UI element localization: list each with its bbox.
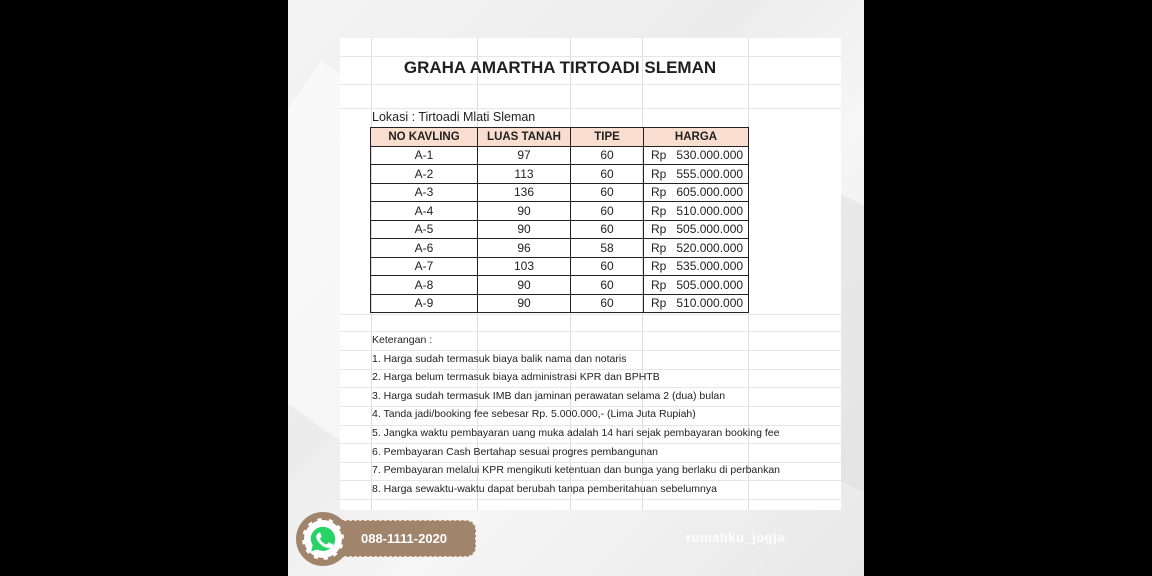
whatsapp-icon [308,524,338,554]
tipe-cell: 60 [571,202,644,221]
luas-cell: 103 [478,257,571,276]
note-item: 7. Pembayaran melalui KPR mengikuti ketentuan dan bunga yang berlaku di perbankan [372,464,781,477]
whatsapp-badge-inner [302,518,344,560]
grid-line [340,499,841,500]
grid-line [340,56,841,57]
column-header: LUAS TANAH [478,128,571,147]
harga-cell: Rp 605.000.000 [644,183,749,202]
phone-number: 088-1111-2020 [361,531,448,546]
note-item: 4. Tanda jadi/booking fee sebesar Rp. 5.000.000,- (Lima Juta Rupiah) [372,408,696,421]
kavling-cell: A-1 [371,146,478,165]
harga-cell: Rp 555.000.000 [644,165,749,184]
note-item: 6. Pembayaran Cash Bertahap sesuai progres pembangunan [372,445,659,458]
table-row [371,202,749,221]
harga-cell: Rp 505.000.000 [644,220,749,239]
table-row [371,294,749,313]
notes-section [372,331,780,498]
table-row [371,220,749,239]
column-header: NO KAVLING [371,128,478,147]
grid-line [340,108,841,109]
table-row [371,146,749,165]
tipe-cell: 60 [571,183,644,202]
kavling-cell: A-6 [371,239,478,258]
tipe-cell: 58 [571,239,644,258]
kavling-cell: A-3 [371,183,478,202]
tipe-cell: 60 [571,276,644,295]
table-row [371,183,749,202]
luas-cell: 136 [478,183,571,202]
harga-cell: Rp 530.000.000 [644,146,749,165]
note-item: 2. Harga belum termasuk biaya administrasi KPR dan BPHTB [372,371,660,384]
luas-cell: 90 [478,294,571,313]
kavling-cell: A-5 [371,220,478,239]
column-header: HARGA [644,128,749,147]
luas-cell: 97 [478,146,571,165]
kavling-cell: A-9 [371,294,478,313]
table-row [371,257,749,276]
kavling-cell: A-7 [371,257,478,276]
column-header: TIPE [571,128,644,147]
grid-line [340,84,841,85]
tipe-cell: 60 [571,294,644,313]
table-row [371,276,749,295]
harga-cell: Rp 510.000.000 [644,294,749,313]
kavling-cell: A-4 [371,202,478,221]
harga-cell: Rp 535.000.000 [644,257,749,276]
luas-cell: 90 [478,202,571,221]
harga-cell: Rp 505.000.000 [644,276,749,295]
whatsapp-badge [296,512,350,566]
content-panel [288,0,864,576]
price-table [370,127,749,313]
location-label: Lokasi : Tirtoadi Mlati Sleman [372,110,536,124]
whatsapp-contact-button[interactable] [296,512,478,566]
harga-cell: Rp 510.000.000 [644,202,749,221]
note-item: 3. Harga sudah termasuk IMB dan jaminan perawatan selama 2 (dua) bulan [372,389,726,402]
notes-heading: Keterangan : [372,334,433,346]
watermark-text: rumahku_jogja [686,530,785,545]
kavling-cell: A-8 [371,276,478,295]
tipe-cell: 60 [571,257,644,276]
tipe-cell: 60 [571,220,644,239]
page-title: GRAHA AMARTHA TIRTOADI SLEMAN [403,58,717,77]
harga-cell: Rp 520.000.000 [644,239,749,258]
table-header-row [371,128,749,147]
kavling-cell: A-2 [371,165,478,184]
luas-cell: 96 [478,239,571,258]
luas-cell: 90 [478,220,571,239]
note-item: 1. Harga sudah termasuk biaya balik nama dan notaris [372,352,627,365]
luas-cell: 113 [478,165,571,184]
tipe-cell: 60 [571,146,644,165]
luas-cell: 90 [478,276,571,295]
note-item: 8. Harga sewaktu-waktu dapat berubah tanpa pemberitahuan sebelumnya [372,482,717,495]
tipe-cell: 60 [571,165,644,184]
note-item: 5. Jangka waktu pembayaran uang muka adalah 14 hari sejak pembayaran booking fee [372,426,780,439]
grid-line [340,314,841,315]
table-row [371,239,749,258]
spreadsheet [340,38,841,510]
table-row [371,165,749,184]
